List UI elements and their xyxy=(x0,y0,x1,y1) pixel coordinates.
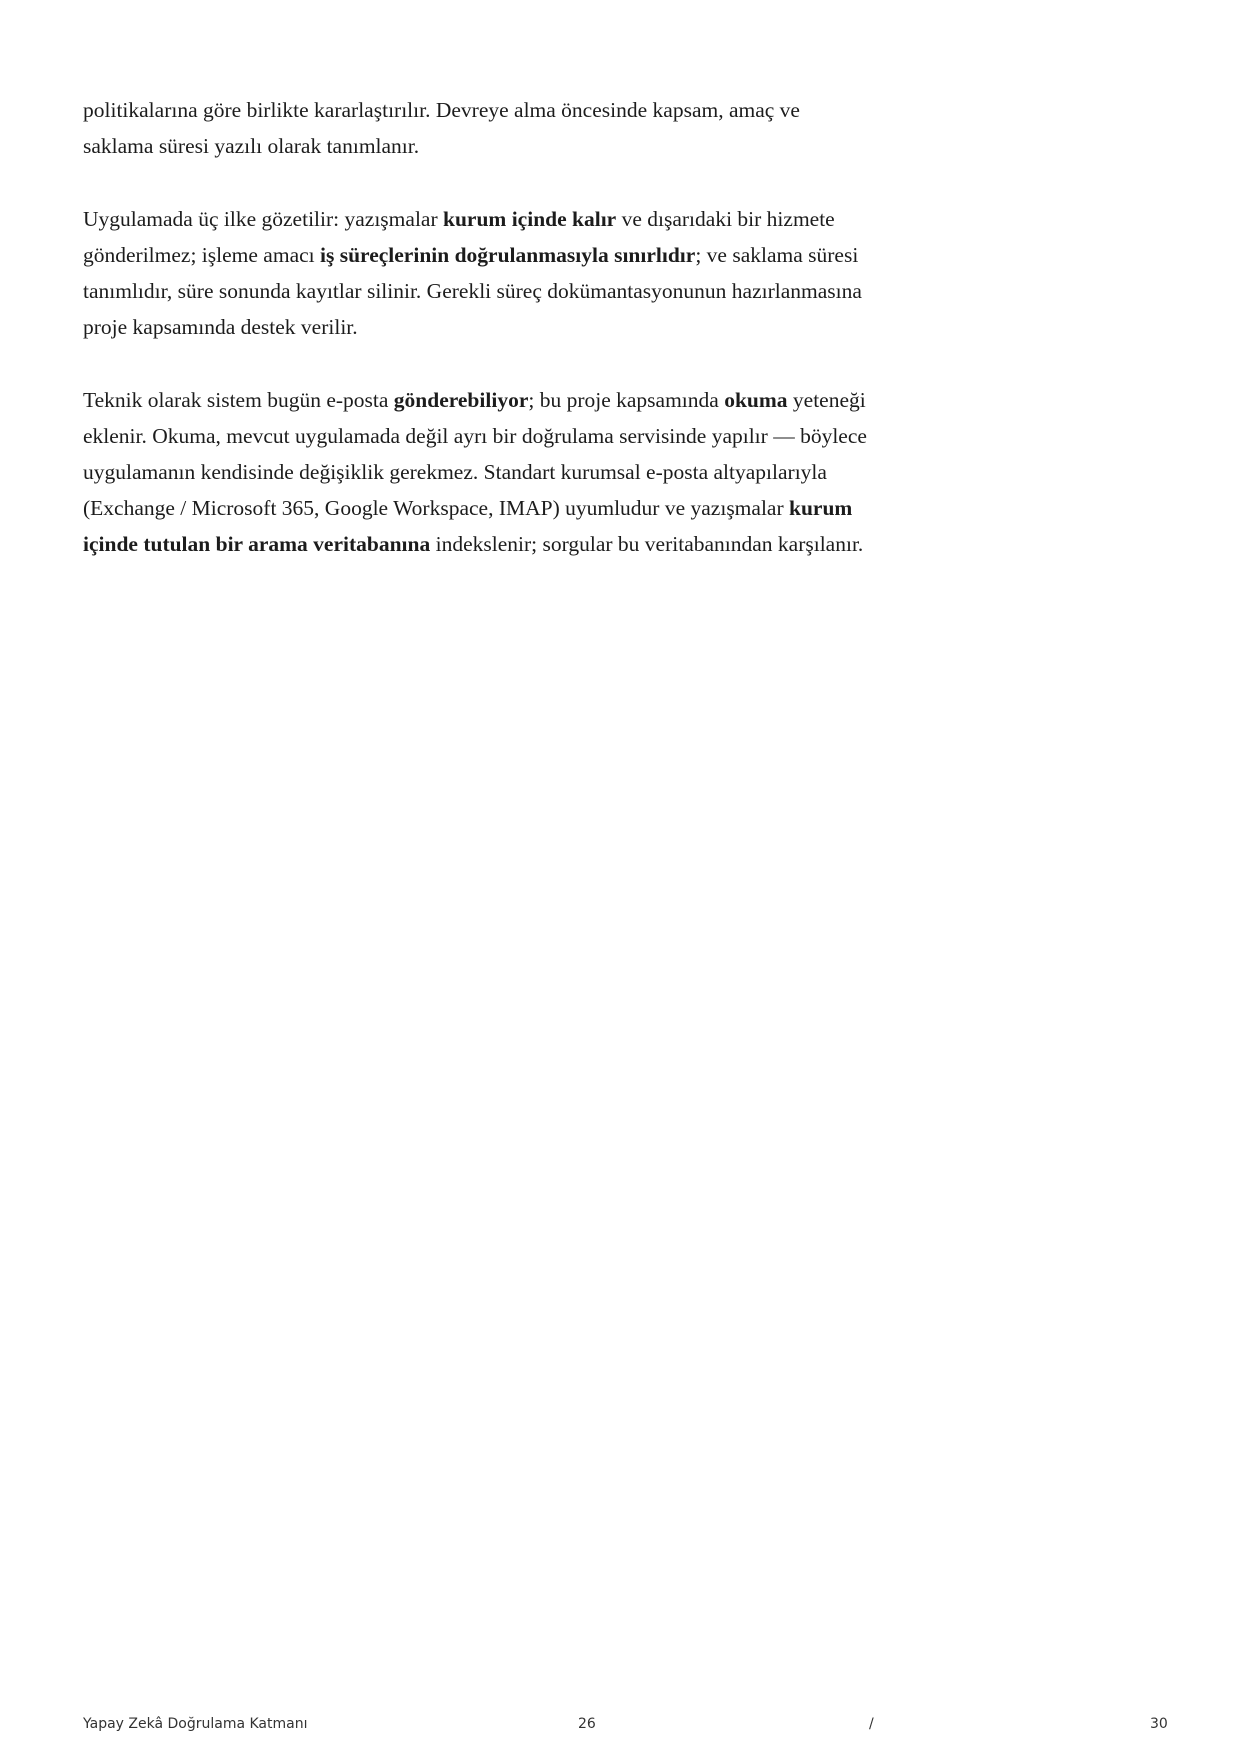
footer-page-number: 26 xyxy=(578,1716,596,1732)
paragraph-3-seg-5: yeteneği eklenir. Okuma, mevcut uygulamada değil ayrı bir doğrulama servisinde yapılır — böylece uygulamanın kendisinde değişiklik gerekmez. Standart kurumsal e-posta altyapılarıyla (Exchange / Microsoft 365, Google Workspace, IMAP) uyumludur ve yazışmalar xyxy=(83,388,867,520)
paragraph-3 xyxy=(83,382,873,562)
footer-total-pages: 30 xyxy=(1150,1716,1168,1732)
paragraph-3-bold-3: kurum içinde tutulan bir arama veritabanına xyxy=(83,496,853,556)
paragraph-3-bold-2: okuma xyxy=(724,388,788,412)
paragraph-2-bold-1: kurum içinde kalır xyxy=(443,207,617,231)
paragraph-2-seg-5: ; ve saklama süresi tanımlıdır, süre sonunda kayıtlar silinir. Gerekli süreç dokümantasyonunun hazırlanmasına proje kapsamında destek verilir. xyxy=(83,243,862,339)
paragraph-3-seg-7: indekslenir; sorgular bu veritabanından karşılanır. xyxy=(430,532,864,556)
body-text xyxy=(83,92,873,599)
paragraph-1-seg-1: politikalarına göre birlikte kararlaştırılır. Devreye alma öncesinde kapsam, amaç ve saklama süresi yazılı olarak tanımlanır. xyxy=(83,98,800,158)
page-footer xyxy=(0,1716,1242,1740)
paragraph-3-seg-1: Teknik olarak sistem bugün e-posta xyxy=(83,388,394,412)
paragraph-2-bold-2: iş süreçlerinin doğrulanmasıyla sınırlıdır xyxy=(320,243,696,267)
paragraph-3-seg-3: ; bu proje kapsamında xyxy=(528,388,725,412)
paragraph-2-seg-1: Uygulamada üç ilke gözetilir: yazışmalar xyxy=(83,207,443,231)
paragraph-2-seg-3: ve dışarıdaki bir hizmete gönderilmez; işleme amacı xyxy=(83,207,835,267)
paragraph-1 xyxy=(83,92,873,164)
footer-document-title: Yapay Zekâ Doğrulama Katmanı xyxy=(83,1716,308,1732)
footer-separator: / xyxy=(869,1716,874,1732)
paragraph-3-bold-1: gönderebiliyor xyxy=(393,388,529,412)
paragraph-2 xyxy=(83,201,873,345)
